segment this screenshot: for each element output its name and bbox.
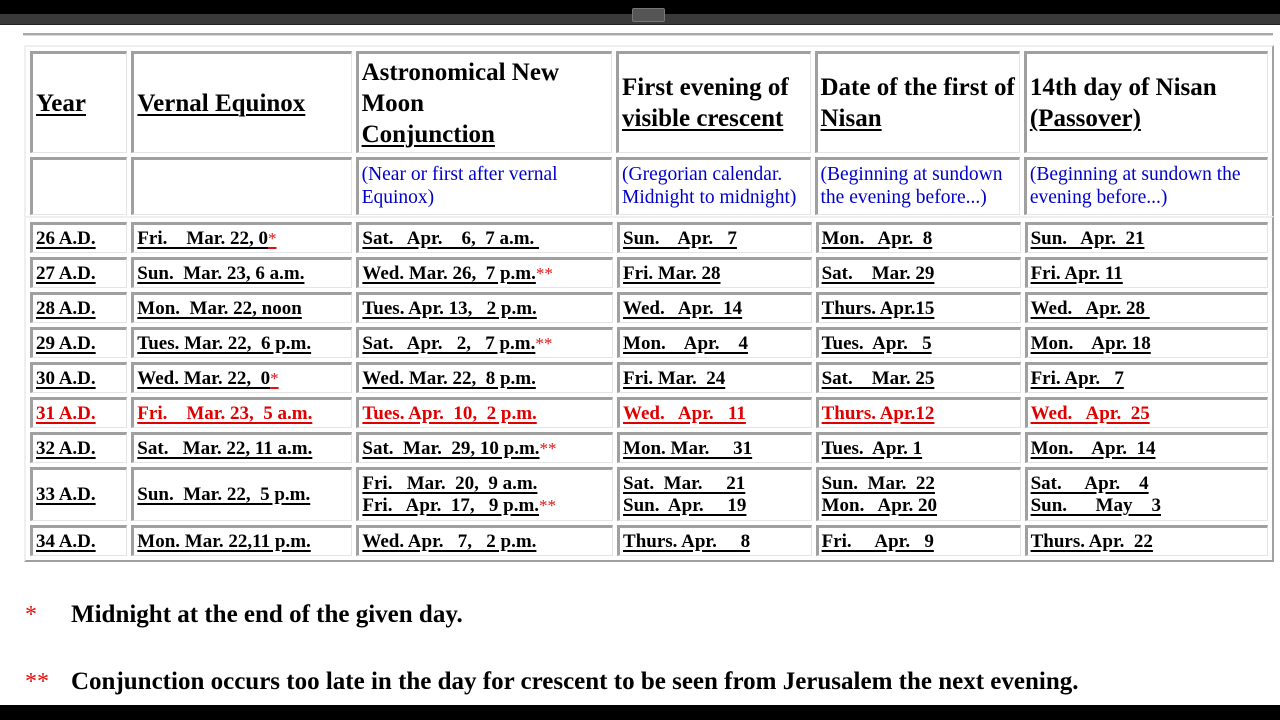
cell-first-of-nisan [816, 292, 1021, 323]
cell-value: Sun. Mar. 22, 5 p.m. [137, 484, 311, 505]
footnote-text: Conjunction occurs too late in the day for crescent to be seen from Jerusalem the next evening. [71, 668, 1079, 695]
footnote-marker: ** [535, 333, 553, 353]
header-equinox-label: Vernal Equinox [137, 89, 306, 117]
header-conjunction-pre: Astronomical New Moon [361, 58, 560, 117]
cell-value: Thurs. Apr. 22 [1030, 530, 1153, 552]
cell-first-of-nisan [816, 222, 1021, 253]
header-year [30, 51, 127, 153]
header-crescent-pre: First evening of [622, 74, 789, 101]
cell-value: Fri. Mar. 23, 5 a.m. [137, 402, 313, 424]
cell-first-of-nisan [816, 432, 1021, 463]
header-passover [1024, 51, 1268, 153]
table-row [30, 327, 1268, 358]
viewer-bottom-bar [0, 705, 1280, 720]
cell-first-of-nisan [816, 327, 1021, 358]
footnote-marker: * [268, 228, 277, 248]
cell-value: Sat. Mar. 29, 10 p.m. [362, 437, 540, 459]
header-conjunction [356, 51, 612, 153]
table-row [30, 467, 1268, 521]
cell-value: Sat. Apr. 4 [1030, 473, 1149, 494]
cell-value: Sun. Apr. 21 [1030, 227, 1145, 249]
cell-passover [1025, 397, 1268, 428]
cell-visible-crescent [617, 397, 812, 428]
cell-value: Fri. Mar. 24 [623, 367, 726, 389]
table-row [30, 362, 1268, 393]
header-visible-crescent [616, 51, 811, 153]
cell-value: Mon. Apr. 14 [1030, 437, 1156, 459]
cell-vernal-equinox [131, 362, 352, 393]
cell-visible-crescent [617, 525, 812, 556]
cell-passover [1025, 292, 1268, 323]
cell-value: Mon. Apr. 8 [821, 227, 933, 249]
footnote-marker: ** [539, 496, 557, 515]
cell-value: Tues. Mar. 22, 6 p.m. [137, 332, 312, 354]
cell-vernal-equinox [131, 222, 352, 253]
cell-value: Sat. Mar. 29 [821, 262, 935, 284]
cell-value: 29 A.D. [36, 332, 96, 354]
cell-first-of-nisan [816, 467, 1021, 521]
toolbar-button[interactable] [632, 8, 665, 22]
header-nisan1-label: Nisan [820, 105, 882, 132]
cell-value: Fri. Apr. 11 [1030, 262, 1123, 284]
cell-value: Thurs. Apr. 8 [623, 530, 751, 552]
cell-passover [1025, 525, 1268, 556]
cell-value: Wed. Apr. 7, 2 p.m. [362, 530, 537, 552]
cell-value: Mon. Mar. 22,11 p.m. [137, 530, 311, 552]
cell-conjunction [356, 362, 613, 393]
cell-value: Mon. Apr. 18 [1030, 332, 1151, 354]
cell-value: Sun. Mar. 23, 6 a.m. [137, 262, 305, 284]
cell-value: Fri. Apr. 7 [1030, 367, 1124, 389]
header-nisan14-label: (Passover) [1029, 105, 1141, 132]
cell-value: Wed. Apr. 25 [1030, 402, 1150, 424]
cell-visible-crescent [617, 292, 812, 323]
cell-value: Fri. Apr. 17, 9 p.m. [362, 495, 540, 516]
header-first-of-nisan [815, 51, 1020, 153]
cell-value: Tues. Apr. 10, 2 p.m. [362, 402, 537, 424]
cell-visible-crescent [617, 257, 812, 288]
cell-conjunction [356, 222, 613, 253]
cell-year [30, 432, 127, 463]
footnote-text: Midnight at the end of the given day. [71, 601, 463, 628]
cell-value: Sat. Apr. 2, 7 p.m. [362, 332, 536, 354]
cell-vernal-equinox [131, 432, 352, 463]
table-row [30, 257, 1268, 288]
cell-value: Tues. Apr. 13, 2 p.m. [362, 297, 537, 319]
cell-value: Mon. Mar. 31 [623, 437, 753, 459]
cell-value: Wed. Apr. 14 [623, 297, 743, 319]
cell-value: Tues. Apr. 5 [821, 332, 932, 354]
cell-value: Wed. Apr. 28 [1030, 297, 1150, 319]
cell-value: Sun. Apr. 19 [623, 495, 747, 516]
marker-underline [268, 228, 277, 249]
subtitle-row [30, 157, 1268, 215]
table-row [30, 397, 1268, 428]
cell-value: 33 A.D. [36, 484, 96, 505]
cell-value: Sat. Mar. 22, 11 a.m. [137, 437, 313, 459]
cell-conjunction [356, 467, 613, 521]
cell-year [30, 525, 127, 556]
cell-value: 32 A.D. [36, 437, 96, 459]
cell-vernal-equinox [131, 257, 352, 288]
cell-visible-crescent [617, 222, 812, 253]
cell-value: Sun. Mar. 22 [821, 473, 935, 494]
cell-value: 28 A.D. [36, 297, 96, 319]
cell-first-of-nisan [816, 397, 1021, 428]
cell-value: Thurs. Apr.15 [821, 297, 935, 319]
cell-visible-crescent [617, 327, 812, 358]
footnote-symbol: * [25, 602, 37, 628]
data-table [24, 216, 1274, 562]
cell-first-of-nisan [816, 525, 1021, 556]
cell-conjunction [356, 397, 613, 428]
subtitle-equinox [131, 157, 351, 215]
cell-visible-crescent [617, 362, 812, 393]
cell-value: Fri. Mar. 22, 0 [137, 227, 268, 249]
cell-value: 30 A.D. [36, 367, 96, 389]
cell-conjunction [356, 292, 613, 323]
table-row [30, 525, 1268, 556]
cell-value: Sun. May 3 [1030, 495, 1161, 516]
cell-year [30, 362, 127, 393]
footnote-single-asterisk [25, 600, 1225, 630]
subtitle-year [30, 157, 127, 215]
footnote-symbol: ** [25, 669, 49, 695]
cell-passover [1025, 327, 1268, 358]
header-conjunction-label: Conjunction [361, 120, 495, 148]
footnote-marker: ** [535, 263, 553, 283]
header-table [24, 45, 1274, 221]
cell-value: Tues. Apr. 1 [821, 437, 923, 459]
subtitle-nisan1: (Beginning at sundown the evening before...) [815, 157, 1020, 215]
footnote-marker: * [270, 368, 279, 388]
cell-conjunction [356, 327, 613, 358]
marker-underline [270, 368, 279, 389]
cell-value: Mon. Apr. 20 [821, 495, 938, 516]
subtitle-conjunction: (Near or first after vernal Equinox) [356, 157, 612, 215]
cell-value: Wed. Mar. 22, 8 p.m. [362, 367, 536, 389]
cell-year [30, 397, 127, 428]
cell-passover [1025, 257, 1268, 288]
cell-year [30, 257, 127, 288]
cell-vernal-equinox [131, 327, 352, 358]
cell-visible-crescent [617, 467, 812, 521]
cell-value: Sat. Mar. 25 [821, 367, 935, 389]
header-nisan14-pre: 14th day of Nisan [1029, 74, 1217, 101]
cell-value: Mon. Apr. 4 [623, 332, 748, 354]
subtitle-crescent: (Gregorian calendar. Midnight to midnight) [616, 157, 811, 215]
cell-value: Wed. Apr. 11 [623, 402, 746, 424]
cell-value: Fri. Apr. 9 [821, 530, 934, 552]
cell-year [30, 222, 127, 253]
cell-conjunction [356, 257, 613, 288]
table-row [30, 222, 1268, 253]
cell-passover [1025, 222, 1268, 253]
cell-value: Sat. Apr. 6, 7 a.m. [362, 227, 540, 249]
subtitle-nisan14: (Beginning at sundown the evening before...) [1024, 157, 1268, 215]
cell-value: Mon. Mar. 22, noon [137, 297, 302, 319]
cell-value: Thurs. Apr.12 [821, 402, 935, 424]
cell-conjunction [356, 432, 613, 463]
cell-value: Sat. Mar. 21 [623, 473, 746, 494]
cell-year [30, 292, 127, 323]
cell-visible-crescent [617, 432, 812, 463]
header-nisan1-pre: Date of the first of [820, 74, 1015, 101]
cell-value: 34 A.D. [36, 530, 96, 552]
cell-vernal-equinox [131, 467, 352, 521]
cell-value: Wed. Mar. 26, 7 p.m. [362, 262, 536, 284]
cell-first-of-nisan [816, 257, 1021, 288]
table-row [30, 432, 1268, 463]
table-row [30, 292, 1268, 323]
cell-value: Fri. Mar. 20, 9 a.m. [362, 473, 538, 494]
cell-value: Fri. Mar. 28 [623, 262, 721, 284]
header-crescent-label: visible crescent [622, 105, 784, 132]
horizontal-rule [23, 33, 1273, 36]
cell-conjunction [356, 525, 613, 556]
header-vernal-equinox [131, 51, 351, 153]
cell-passover [1025, 432, 1268, 463]
cell-value: Wed. Mar. 22, 0 [137, 367, 271, 389]
cell-passover [1025, 467, 1268, 521]
cell-vernal-equinox [131, 525, 352, 556]
cell-vernal-equinox [131, 292, 352, 323]
cell-first-of-nisan [816, 362, 1021, 393]
cell-value: 31 A.D. [36, 402, 96, 424]
cell-passover [1025, 362, 1268, 393]
cell-year [30, 327, 127, 358]
cell-value: 26 A.D. [36, 227, 96, 249]
header-year-label: Year [36, 89, 86, 117]
cell-value: 27 A.D. [36, 262, 96, 284]
header-row [30, 51, 1268, 153]
footnote-marker: ** [539, 438, 557, 458]
cell-year [30, 467, 127, 521]
cell-vernal-equinox [131, 397, 352, 428]
footnote-double-asterisk [25, 667, 1225, 697]
cell-value: Sun. Apr. 7 [623, 227, 737, 249]
